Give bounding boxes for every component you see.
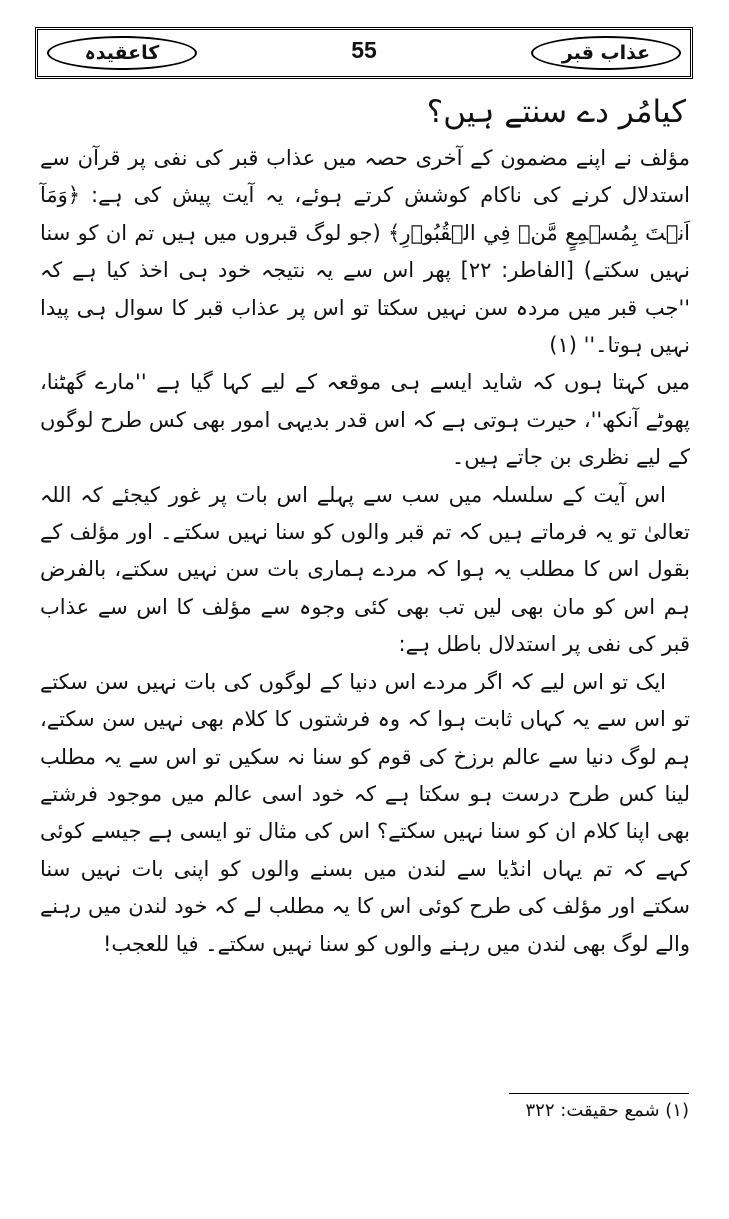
section-heading: کیامُر دے سنتے ہیں؟ [426, 94, 686, 130]
footnote-divider [509, 1093, 689, 1094]
paragraph-1: مؤلف نے اپنے مضمون کے آخری حصہ میں عذاب قبر کی نفی پر قرآن سے استدلال کرنے کی ناکام کوشش کرتے ہوئے، یہ آیت پیش کی ہے: ﴿وَمَآ اَنۡتَ بِمُسۡمِعٍ مَّنۡ فِي الۡقُبُوۡرِ﴾ (جو لوگ قبروں میں ہیں تم ان کو سنا نہیں سکتے) [الفاطر: ۲۲] پھر اس سے یہ نتیجہ خود ہی اخذ کیا ہے کہ ''جب قبر میں مردہ سن نہیں سکتا تو اس پر عذاب قبر کا سوال ہی پیدا نہیں ہوتا۔'' (۱) [40, 146, 690, 358]
header-right-label: عذاب قبر [561, 42, 651, 64]
page-number: 55 [351, 37, 377, 63]
header-right-oval [531, 36, 681, 70]
header-left-label: کاعقیدہ [84, 42, 160, 64]
paragraph-4: ایک تو اس لیے کہ اگر مردے اس دنیا کے لوگوں کی بات نہیں سن سکتے تو اس سے یہ کہاں ثابت ہوا کہ وہ فرشتوں کا کلام بھی نہیں سن سکتے، ہم لوگ دنیا سے عالم برزخ کی قوم کو سنا نہ سکیں تو اس سے یہ مطلب لینا کس طرح درست ہو سکتا ہے کہ خود اسی عالم میں موجود فرشتے بھی اپنا کلام ان کو سنا نہیں سکتے؟ اس کی مثال تو ایسی ہے جیسے کوئی کہے کہ تم یہاں انڈیا سے لندن میں بسنے والوں کو اپنی بات نہیں سنا سکتے اور مؤلف کی طرح کوئی اس کا یہ مطلب لے کہ خود لندن میں رہنے والے لوگ بھی لندن میں رہنے والوں کو سنا نہیں سکتے۔ فیا للعجب! [40, 669, 690, 956]
footnote: (۱) شمع حقیقت: ۳۲۲ [525, 1100, 689, 1121]
paragraph-3: اس آیت کے سلسلہ میں سب سے پہلے اس بات پر غور کیجئے کہ اللہ تعالیٰ تو یہ فرماتے ہیں کہ تم قبر والوں کو سنا نہیں سکتے۔ اور مؤلف کے بقول اس کا مطلب یہ ہوا کہ مردے ہماری بات سن نہیں سکتے، بالفرض ہم اس کو مان بھی لیں تب بھی کئی وجوہ سے مؤلف کا اس سے عذاب قبر کی نفی پر استدلال باطل ہے: [40, 482, 690, 657]
paragraph-2: میں کہتا ہوں کہ شاید ایسے ہی موقعہ کے لیے کہا گیا ہے ''مارے گھٹنا، پھوٹے آنکھ''، حیرت ہوتی ہے کہ اس قدر بدیہی امور بھی کس طرح لوگوں کے لیے نظری بن جاتے ہیں۔ [40, 370, 690, 470]
running-header [35, 27, 693, 79]
page-body [40, 88, 690, 963]
